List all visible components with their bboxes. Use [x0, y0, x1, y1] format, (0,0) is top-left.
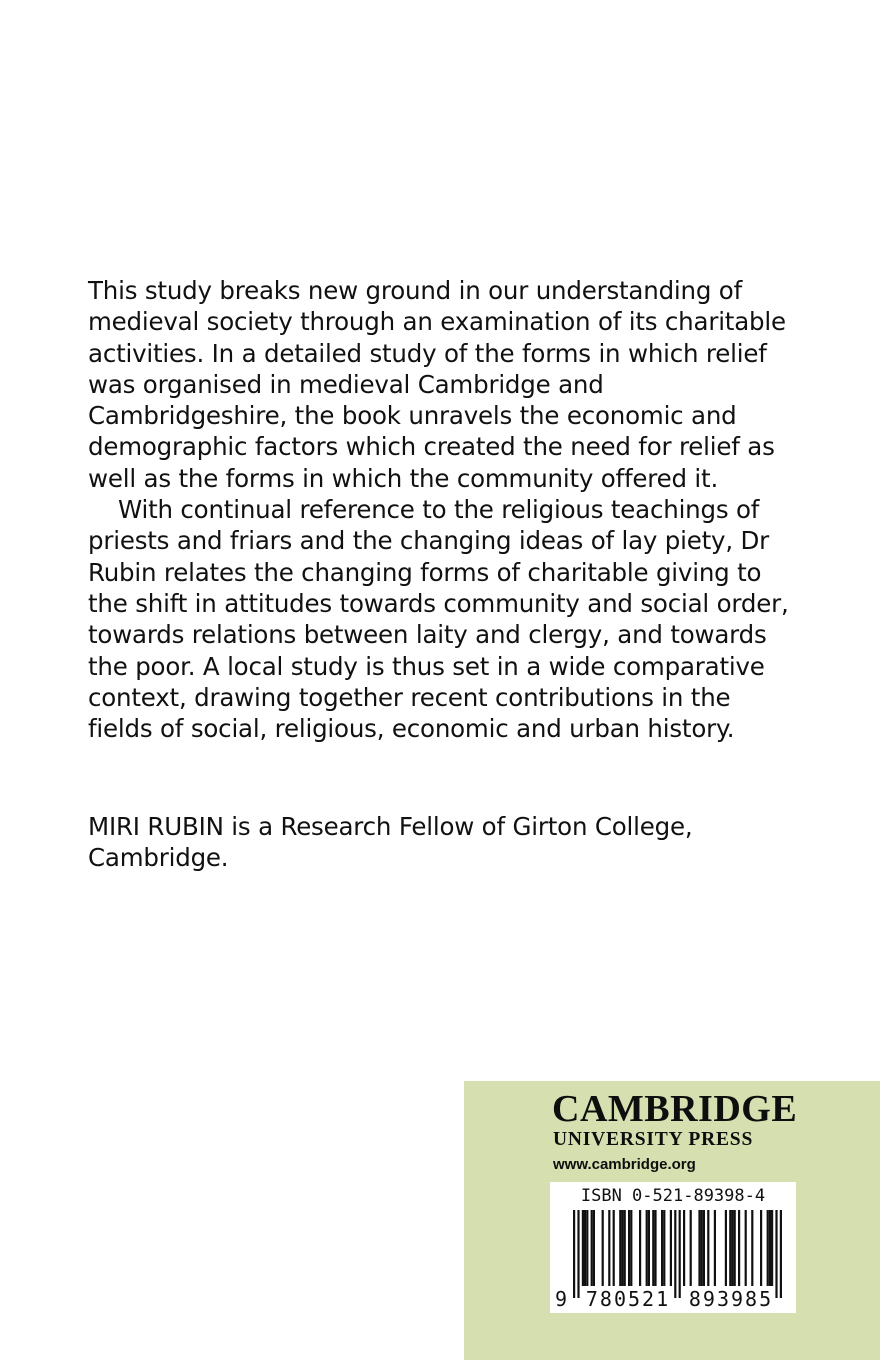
barcode-bar [725, 1210, 727, 1286]
barcode-bar [608, 1210, 610, 1286]
barcode-bar [714, 1210, 716, 1286]
barcode-bar [619, 1210, 621, 1286]
barcode-bar [670, 1210, 672, 1286]
barcode-bar [679, 1210, 681, 1298]
barcode-bar [573, 1210, 575, 1298]
ean-left-group: 780521 [585, 1287, 671, 1311]
isbn-barcode [550, 1182, 796, 1313]
barcode-bar [654, 1210, 656, 1286]
barcode-bar [769, 1210, 771, 1286]
barcode-bar [591, 1210, 593, 1286]
isbn-number: ISBN 0-521-89398-4 [580, 1186, 766, 1206]
barcode-bar [624, 1210, 626, 1286]
barcode-bar [577, 1210, 579, 1298]
publisher-subtitle: UNIVERSITY PRESS [553, 1129, 754, 1150]
barcode-bar [771, 1210, 773, 1286]
barcode-bar [729, 1210, 731, 1286]
barcode-bar [745, 1210, 747, 1286]
barcode-bar [602, 1210, 604, 1286]
blurb-paragraph-1: This study breaks new ground in our understanding of medieval society through an examination of its charitable activities. In a detailed study of the forms in which relief was organised in medieval Cambridge and Cambridgeshire, the book unravels the economic and demographic factors which created the need for relief as well as the forms in which the community offered it. [88, 276, 786, 493]
barcode-bar [780, 1210, 782, 1298]
barcode-bar [731, 1210, 733, 1286]
barcode-bar [661, 1210, 663, 1286]
barcode-bar [646, 1210, 648, 1286]
barcode-bar [663, 1210, 665, 1286]
publisher-name: CAMBRIDGE [552, 1088, 798, 1130]
barcode-bar [738, 1210, 740, 1286]
barcode-bar [639, 1210, 641, 1286]
barcode-bar [683, 1210, 685, 1286]
barcode-bar [701, 1210, 703, 1286]
barcode-bar [734, 1210, 736, 1286]
barcode-bar [613, 1210, 615, 1286]
barcode-bar [621, 1210, 623, 1286]
blurb-paragraph-2: With continual reference to the religious teachings of priests and friars and the changing ideas of lay piety, Dr Rubin relates the changing forms of charitable giving to the shift in attitudes towards community and social order, towards relations between laity and clergy, and towards the poor. A local study is thus set in a wide comparative context, drawing together recent contributions in the fields of social, religious, economic and urban history. [88, 495, 789, 744]
ean-first-digit: 9 [555, 1287, 568, 1311]
barcode-bar [586, 1210, 588, 1286]
barcode-bar [703, 1210, 705, 1286]
barcode-bar [751, 1210, 753, 1286]
barcode-bar [584, 1210, 586, 1286]
ean-right-group: 893985 [688, 1287, 774, 1311]
barcode-bar [690, 1210, 692, 1286]
barcode-bar [652, 1210, 654, 1286]
barcode-bar [648, 1210, 650, 1286]
barcode-bar [582, 1210, 584, 1286]
barcode-bar [593, 1210, 595, 1286]
barcode-bar [760, 1210, 762, 1286]
barcode-bar [674, 1210, 676, 1298]
back-cover-blurb [88, 275, 798, 744]
publisher-website: www.cambridge.org [553, 1156, 696, 1173]
barcode-bar [630, 1210, 632, 1286]
publisher-panel [464, 1081, 880, 1360]
barcode-bar [628, 1210, 630, 1286]
barcode-bar [698, 1210, 700, 1286]
barcode-bar [767, 1210, 769, 1286]
barcode-bar [775, 1210, 777, 1298]
barcode-bar [707, 1210, 709, 1286]
author-bio: MIRI RUBIN is a Research Fellow of Girton College, Cambridge. [88, 812, 693, 873]
